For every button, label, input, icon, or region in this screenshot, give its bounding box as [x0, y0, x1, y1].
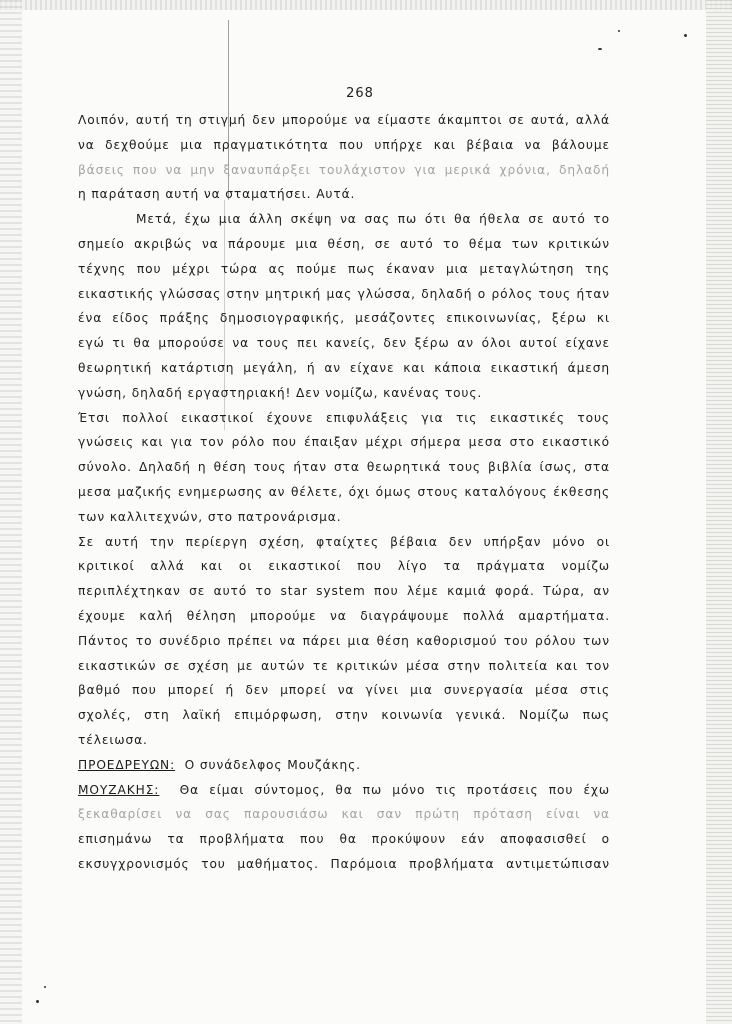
- scan-edge-left: [0, 0, 22, 1024]
- text-line: εκσυγχρονισμός του μαθήματος. Παρόμοια προβλήματα αντιμετώπισαν: [78, 856, 610, 871]
- text-line: σχολές, στη λαϊκή επιμόρφωση, στην κοινωνία γενικά. Νομίζω πως: [78, 708, 610, 723]
- text-line: Έτσι πολλοί εικαστικοί έχουνε επιφυλάξεις για τις εικαστικές τους: [78, 410, 610, 425]
- speaker-label: ΜΟΥΖΑΚΗΣ:: [78, 782, 160, 797]
- transcript-body: [78, 108, 610, 877]
- speaker-label: ΠΡΟΕΔΡΕΥΩΝ:: [78, 757, 176, 772]
- scan-edge-top: [0, 0, 732, 10]
- text-line: βαθμό που μπορεί ή δεν μπορεί να γίνει μια συνεργασία μέσα στις: [78, 683, 610, 698]
- text-line: ξεκαθαρίσει να σας παρουσιάσω και σαν πρώτη πρόταση είναι να: [78, 807, 610, 822]
- text-line: σύνολο. Δηλαδή η θέση τους ήταν στα θεωρητικά τους βιβλία ίσως, στα: [78, 460, 610, 475]
- text-line: τέλειωσα.: [78, 732, 148, 747]
- text-line: Πάντος το συνέδριο πρέπει να πάρει μια θέση καθορισμού του ρόλου των: [78, 633, 610, 648]
- text-line: των καλλιτεχνών, στο πατρονάρισμα.: [78, 509, 342, 524]
- scan-edge-right: [706, 0, 732, 1024]
- speaker-text: Ο συνάδελφος Μουζάκης.: [184, 757, 361, 772]
- text-line: μεσα μαζικής ενημερωσης αν θέλετε, όχι όμως στους καταλόγους έκθεσης: [78, 484, 610, 499]
- scan-speck: [36, 1000, 39, 1003]
- text-line: Λοιπόν, αυτή τη στιγμή δεν μπορούμε να είμαστε άκαμπτοι σε αυτά, αλλά: [78, 113, 610, 127]
- text-line: εικαστικών σε σχέση με αυτών τε κριτικών μέσα στην πολιτεία και τον: [78, 658, 610, 673]
- text-line: θεωρητική κατάρτιση μεγάλη, ή αν είχανε και κάποια εικαστική άμεση: [78, 360, 610, 375]
- scan-speck: [598, 48, 602, 50]
- text-line: γνώσεις και για τον ρόλο που έπαιξαν μέχρι σήμερα μεσα στο εικαστικό: [78, 435, 610, 450]
- text-line: περιπλέχτηκαν σε αυτό το star system που λέμε καμιά φορά. Τώρα, αν: [78, 584, 610, 599]
- scan-speck: [44, 986, 46, 988]
- text-line: εικαστικής γλώσσας στην μητρική μας γλώσσα, δηλαδή ο ρόλος τους ήταν: [78, 286, 610, 301]
- text-line: βάσεις που να μην ξαναυπάρξει τουλάχιστον για μερικά χρόνια, δηλαδή: [78, 162, 610, 177]
- text-line: Μετά, έχω μια άλλη σκέψη να σας πω ότι θα ήθελα σε αυτό το: [136, 212, 610, 227]
- page-number: 268: [346, 86, 374, 101]
- chair-line: [78, 753, 610, 778]
- text-line: εγώ τι θα μπορούσε να τους πει κανείς, δεν ξέρω αν όλοι αυτοί είχανε: [78, 336, 610, 351]
- text-line: επισημάνω τα προβλήματα που θα προκύψουν εάν αποφασισθεί ο: [78, 832, 610, 847]
- scan-speck: [684, 34, 687, 37]
- text-line: γνώση, δηλαδή εργαστηριακή! Δεν νομίζω, κανένας τους.: [78, 385, 483, 400]
- mouzakis-first-line: [78, 778, 610, 803]
- text-line: Σε αυτή την περίεργη σχέση, φταίχτες βέβαια δεν υπήρξαν μόνο οι: [78, 534, 610, 549]
- text-line: η παράταση αυτή να σταματήσει. Αυτά.: [78, 187, 356, 202]
- text-line: έχουμε καλή θέληση μπορούμε να διαγράψουμε πολλά αμαρτήματα.: [78, 608, 610, 623]
- text-line: κριτικοί αλλά και οι εικαστικοί που λίγο τα πράγματα νομίζω: [78, 559, 610, 574]
- text-line: τέχνης που μέχρι τώρα ας πούμε πως έκαναν μια μεταγλώτηση της: [78, 261, 610, 276]
- text-line: να δεχθούμε μια πραγματικότητα που υπήρχε και βέβαια να βάλουμε: [78, 137, 610, 152]
- scan-speck: [618, 30, 620, 32]
- text-line: σημείο ακριβώς να πάρουμε μια θέση, σε αυτό το θέμα των κριτικών: [78, 236, 610, 251]
- speaker-text: Θα είμαι σύντομος, θα πω μόνο τις προτάσεις που έχω: [179, 782, 610, 797]
- text-line: ένα είδος πράξης δημοσιογραφικής, μεσάζοντες επικοινωνίας, ξέρω κι: [78, 311, 610, 326]
